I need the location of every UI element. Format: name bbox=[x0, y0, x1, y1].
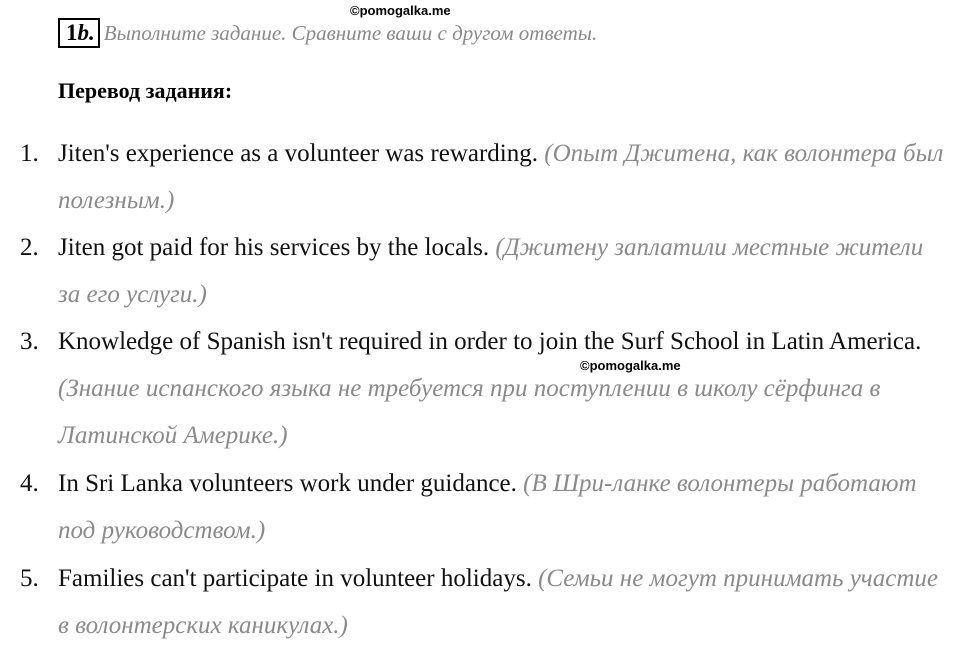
item-statement: Jiten's experience as a volunteer was rewarding. bbox=[58, 140, 539, 167]
task-number: 1 bbox=[66, 20, 78, 45]
item-translation: (В Шри-ланке волонтеры работают под руководством.) bbox=[58, 470, 917, 544]
watermark-top: ©pomogalka.me bbox=[350, 3, 451, 18]
item-number: 4. bbox=[20, 470, 39, 497]
item-body bbox=[58, 130, 948, 224]
task-instruction: Выполните задание. Сравните ваши с другом ответы. bbox=[103, 20, 598, 45]
item-statement: In Sri Lanka volunteers work under guidance. bbox=[58, 470, 517, 497]
item-translation: (Семьи не могут принимать участие в волонтерских каникулах.) bbox=[58, 565, 938, 639]
task-number-box bbox=[58, 18, 100, 48]
item-number: 3. bbox=[20, 328, 39, 355]
item-statement: Families can't participate in volunteer holidays. bbox=[58, 565, 532, 592]
item-number: 5. bbox=[20, 565, 39, 592]
item-statement: Jiten got paid for his services by the locals. bbox=[58, 234, 490, 261]
task-header bbox=[58, 18, 597, 48]
item-translation: (Знание испанского языка не требуется при поступлении в школу сёрфинга в Латинской Америке.) bbox=[58, 375, 881, 449]
item-body bbox=[58, 224, 948, 318]
item-body bbox=[58, 318, 948, 459]
watermark-middle: ©pomogalka.me bbox=[580, 358, 681, 373]
item-statement: Knowledge of Spanish isn't required in order to join the Surf School in Latin America. bbox=[58, 328, 922, 355]
item-translation: (Опыт Джитена, как волонтера был полезным.) bbox=[58, 140, 944, 214]
item-body bbox=[58, 555, 948, 649]
item-translation: (Джитену заплатили местные жители за его услуги.) bbox=[58, 234, 924, 308]
section-heading: Перевод задания: bbox=[58, 78, 233, 103]
item-body bbox=[58, 460, 948, 554]
task-letter: b. bbox=[77, 20, 95, 45]
item-number: 2. bbox=[20, 234, 39, 261]
item-number: 1. bbox=[20, 140, 39, 167]
